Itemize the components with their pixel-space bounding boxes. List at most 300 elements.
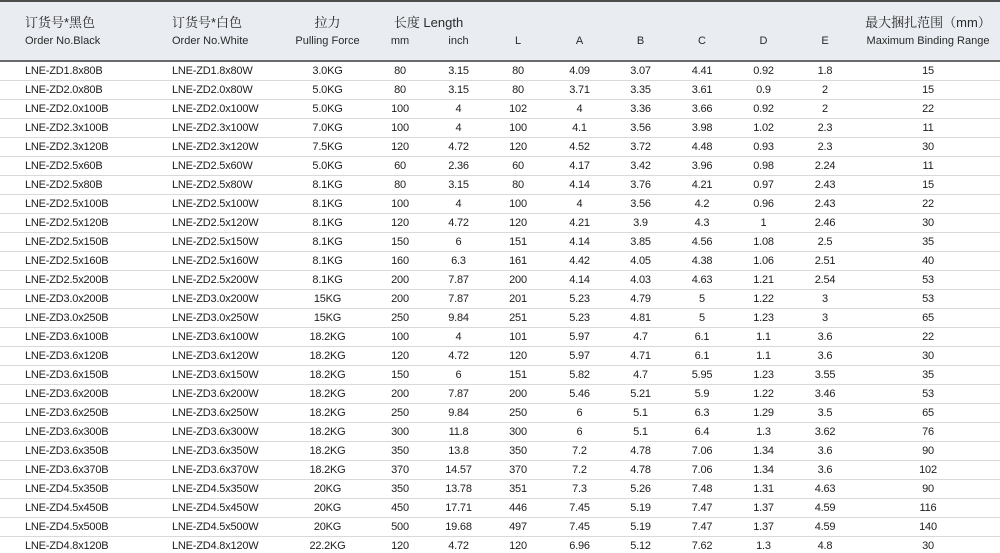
table-cell: LNE-ZD3.6x370W xyxy=(150,461,285,480)
table-row xyxy=(0,423,1000,442)
table-cell: 5.97 xyxy=(549,347,610,366)
table-cell: 80 xyxy=(487,81,549,100)
table-cell: 8.1KG xyxy=(285,252,370,271)
table-cell: 4.78 xyxy=(610,461,671,480)
table-cell: 3.5 xyxy=(794,404,856,423)
table-cell: 4 xyxy=(430,100,487,119)
table-cell: 13.78 xyxy=(430,480,487,499)
table-cell: 7.2 xyxy=(549,461,610,480)
table-cell: 40 xyxy=(856,252,1000,271)
table-cell: 20KG xyxy=(285,480,370,499)
table-cell: 150 xyxy=(370,233,430,252)
table-cell: 2.3 xyxy=(794,119,856,138)
table-cell: 3.6 xyxy=(794,347,856,366)
table-cell: 30 xyxy=(856,138,1000,157)
table-cell: 30 xyxy=(856,347,1000,366)
table-cell: LNE-ZD3.6x350B xyxy=(0,442,150,461)
table-cell: 4.42 xyxy=(549,252,610,271)
table-cell: 4.21 xyxy=(671,176,733,195)
table-cell: 120 xyxy=(487,347,549,366)
table-cell: LNE-ZD2.5x150W xyxy=(150,233,285,252)
table-cell: 160 xyxy=(370,252,430,271)
table-cell: 4.8 xyxy=(794,537,856,553)
table-cell: LNE-ZD3.6x250W xyxy=(150,404,285,423)
table-cell: LNE-ZD2.5x80B xyxy=(0,176,150,195)
table-cell: 250 xyxy=(370,309,430,328)
table-cell: 7.3 xyxy=(549,480,610,499)
table-cell: 6.3 xyxy=(671,404,733,423)
header-binding-range-en: Maximum Binding Range xyxy=(856,32,1000,61)
table-cell: 13.8 xyxy=(430,442,487,461)
table-cell: 18.2KG xyxy=(285,423,370,442)
table-cell: 120 xyxy=(370,537,430,553)
table-cell: 4.41 xyxy=(671,61,733,81)
table-cell: 8.1KG xyxy=(285,214,370,233)
table-cell: LNE-ZD1.8x80B xyxy=(0,61,150,81)
table-cell: 7.87 xyxy=(430,385,487,404)
table-cell: 1.37 xyxy=(733,518,794,537)
table-cell: 18.2KG xyxy=(285,442,370,461)
table-cell: 30 xyxy=(856,214,1000,233)
table-cell: LNE-ZD3.6x200W xyxy=(150,385,285,404)
table-cell: 5.97 xyxy=(549,328,610,347)
table-cell: 3.36 xyxy=(610,100,671,119)
table-cell: LNE-ZD2.5x200B xyxy=(0,271,150,290)
header-order-white-zh: 订货号*白色 xyxy=(150,1,285,32)
table-cell: 1.02 xyxy=(733,119,794,138)
table-cell: LNE-ZD2.5x120B xyxy=(0,214,150,233)
header-dim-A: A xyxy=(549,32,610,61)
table-cell: 200 xyxy=(370,271,430,290)
table-cell: 4.21 xyxy=(549,214,610,233)
table-cell: 4.14 xyxy=(549,233,610,252)
table-cell: LNE-ZD3.6x370B xyxy=(0,461,150,480)
table-cell: 1.37 xyxy=(733,499,794,518)
table-cell: 500 xyxy=(370,518,430,537)
table-cell: 80 xyxy=(370,81,430,100)
table-cell: 6 xyxy=(549,404,610,423)
table-cell: 5.12 xyxy=(610,537,671,553)
table-cell: 6.96 xyxy=(549,537,610,553)
table-cell: 120 xyxy=(370,347,430,366)
header-spacer xyxy=(549,1,610,32)
table-cell: LNE-ZD3.0x200B xyxy=(0,290,150,309)
table-cell: LNE-ZD4.5x500W xyxy=(150,518,285,537)
header-length-group: 长度 Length xyxy=(370,1,487,32)
table-row xyxy=(0,518,1000,537)
table-cell: 5 xyxy=(671,290,733,309)
table-cell: 22 xyxy=(856,328,1000,347)
table-cell: LNE-ZD3.6x350W xyxy=(150,442,285,461)
table-cell: 1 xyxy=(733,214,794,233)
table-cell: 7.0KG xyxy=(285,119,370,138)
table-cell: 5.82 xyxy=(549,366,610,385)
header-binding-range-zh: 最大捆扎范围（mm） xyxy=(856,1,1000,32)
table-cell: 120 xyxy=(487,214,549,233)
table-cell: 7.45 xyxy=(549,518,610,537)
table-cell: 370 xyxy=(487,461,549,480)
table-cell: 1.34 xyxy=(733,442,794,461)
table-cell: 90 xyxy=(856,442,1000,461)
table-cell: 3.42 xyxy=(610,157,671,176)
table-row xyxy=(0,252,1000,271)
table-cell: 250 xyxy=(487,404,549,423)
table-cell: 350 xyxy=(370,442,430,461)
table-cell: 11 xyxy=(856,119,1000,138)
table-cell: 1.06 xyxy=(733,252,794,271)
table-row xyxy=(0,499,1000,518)
table-cell: 0.97 xyxy=(733,176,794,195)
table-row xyxy=(0,176,1000,195)
table-cell: 3.07 xyxy=(610,61,671,81)
table-cell: 200 xyxy=(370,385,430,404)
table-cell: 201 xyxy=(487,290,549,309)
header-order-white-en: Order No.White xyxy=(150,32,285,61)
table-cell: 0.98 xyxy=(733,157,794,176)
table-cell: LNE-ZD2.5x100W xyxy=(150,195,285,214)
table-cell: 4 xyxy=(549,195,610,214)
table-cell: LNE-ZD3.0x250W xyxy=(150,309,285,328)
table-cell: 7.5KG xyxy=(285,138,370,157)
table-cell: 251 xyxy=(487,309,549,328)
table-cell: 5.26 xyxy=(610,480,671,499)
table-cell: 4.71 xyxy=(610,347,671,366)
table-cell: 35 xyxy=(856,233,1000,252)
table-cell: 3.6 xyxy=(794,461,856,480)
table-cell: LNE-ZD2.0x80W xyxy=(150,81,285,100)
table-cell: 120 xyxy=(370,138,430,157)
table-cell: LNE-ZD3.6x300B xyxy=(0,423,150,442)
table-cell: 1.22 xyxy=(733,385,794,404)
table-cell: 100 xyxy=(487,195,549,214)
table-cell: 7.87 xyxy=(430,290,487,309)
table-cell: 4.2 xyxy=(671,195,733,214)
header-length-mm: mm xyxy=(370,32,430,61)
table-cell: LNE-ZD4.8x120B xyxy=(0,537,150,553)
table-cell: LNE-ZD2.5x160W xyxy=(150,252,285,271)
header-spacer xyxy=(487,1,549,32)
table-cell: 5.0KG xyxy=(285,100,370,119)
table-cell: 1.23 xyxy=(733,309,794,328)
table-cell: 19.68 xyxy=(430,518,487,537)
table-cell: 5.19 xyxy=(610,518,671,537)
table-cell: 100 xyxy=(370,100,430,119)
table-cell: 2.24 xyxy=(794,157,856,176)
table-cell: 200 xyxy=(487,385,549,404)
table-cell: 80 xyxy=(370,61,430,81)
header-dim-C: C xyxy=(671,32,733,61)
table-cell: 65 xyxy=(856,404,1000,423)
table-cell: 102 xyxy=(856,461,1000,480)
table-cell: 4.7 xyxy=(610,328,671,347)
table-cell: 6 xyxy=(430,366,487,385)
table-cell: 5.95 xyxy=(671,366,733,385)
table-cell: 4.48 xyxy=(671,138,733,157)
table-cell: 4.14 xyxy=(549,176,610,195)
table-cell: LNE-ZD2.5x80W xyxy=(150,176,285,195)
table-row xyxy=(0,61,1000,81)
table-row xyxy=(0,537,1000,553)
table-cell: LNE-ZD2.5x200W xyxy=(150,271,285,290)
table-cell: 8.1KG xyxy=(285,195,370,214)
table-cell: 7.2 xyxy=(549,442,610,461)
table-cell: LNE-ZD2.5x60W xyxy=(150,157,285,176)
table-row xyxy=(0,366,1000,385)
table-cell: 7.47 xyxy=(671,518,733,537)
table-cell: 116 xyxy=(856,499,1000,518)
table-cell: 6.3 xyxy=(430,252,487,271)
table-cell: 3.15 xyxy=(430,81,487,100)
header-dim-L: L xyxy=(487,32,549,61)
table-row xyxy=(0,271,1000,290)
table-cell: 161 xyxy=(487,252,549,271)
table-cell: 5 xyxy=(671,309,733,328)
table-cell: LNE-ZD3.0x250B xyxy=(0,309,150,328)
table-cell: 3.98 xyxy=(671,119,733,138)
table-cell: 5.1 xyxy=(610,423,671,442)
table-cell: 20KG xyxy=(285,518,370,537)
table-cell: LNE-ZD2.5x120W xyxy=(150,214,285,233)
table-row xyxy=(0,404,1000,423)
table-cell: 200 xyxy=(487,271,549,290)
table-cell: 2.36 xyxy=(430,157,487,176)
table-cell: 20KG xyxy=(285,499,370,518)
table-cell: 11.8 xyxy=(430,423,487,442)
table-cell: LNE-ZD3.6x120B xyxy=(0,347,150,366)
table-cell: 4.78 xyxy=(610,442,671,461)
table-cell: 497 xyxy=(487,518,549,537)
table-row xyxy=(0,233,1000,252)
table-cell: 8.1KG xyxy=(285,233,370,252)
table-cell: 6 xyxy=(430,233,487,252)
table-cell: 18.2KG xyxy=(285,461,370,480)
table-cell: 3.71 xyxy=(549,81,610,100)
table-cell: 102 xyxy=(487,100,549,119)
table-cell: 14.57 xyxy=(430,461,487,480)
table-cell: 3.56 xyxy=(610,195,671,214)
table-row xyxy=(0,214,1000,233)
table-row xyxy=(0,309,1000,328)
table-cell: 7.45 xyxy=(549,499,610,518)
table-cell: 6.1 xyxy=(671,328,733,347)
table-cell: 6.4 xyxy=(671,423,733,442)
table-cell: 4.59 xyxy=(794,499,856,518)
table-cell: 30 xyxy=(856,537,1000,553)
table-cell: 3.15 xyxy=(430,176,487,195)
table-cell: LNE-ZD3.6x150W xyxy=(150,366,285,385)
table-cell: 15 xyxy=(856,81,1000,100)
header-spacer xyxy=(610,1,671,32)
table-cell: 6 xyxy=(549,423,610,442)
table-cell: LNE-ZD2.3x100W xyxy=(150,119,285,138)
table-cell: 5.19 xyxy=(610,499,671,518)
table-cell: 6.1 xyxy=(671,347,733,366)
table-cell: 60 xyxy=(370,157,430,176)
table-cell: LNE-ZD2.5x150B xyxy=(0,233,150,252)
table-cell: 4.63 xyxy=(671,271,733,290)
table-cell: 60 xyxy=(487,157,549,176)
header-dim-D: D xyxy=(733,32,794,61)
table-cell: 4.7 xyxy=(610,366,671,385)
table-cell: LNE-ZD2.3x100B xyxy=(0,119,150,138)
table-cell: 9.84 xyxy=(430,309,487,328)
table-cell: 1.3 xyxy=(733,423,794,442)
table-cell: 101 xyxy=(487,328,549,347)
table-cell: LNE-ZD3.6x100W xyxy=(150,328,285,347)
table-cell: 80 xyxy=(487,61,549,81)
table-cell: 3.6 xyxy=(794,328,856,347)
table-cell: 0.93 xyxy=(733,138,794,157)
table-row xyxy=(0,138,1000,157)
table-row xyxy=(0,328,1000,347)
table-cell: 1.34 xyxy=(733,461,794,480)
header-spacer xyxy=(733,1,794,32)
table-cell: 7.06 xyxy=(671,442,733,461)
table-cell: 140 xyxy=(856,518,1000,537)
header-dim-B: B xyxy=(610,32,671,61)
table-cell: 120 xyxy=(487,537,549,553)
table-cell: 350 xyxy=(370,480,430,499)
table-cell: 3.76 xyxy=(610,176,671,195)
table-cell: 90 xyxy=(856,480,1000,499)
table-cell: 4.38 xyxy=(671,252,733,271)
table-cell: 3.85 xyxy=(610,233,671,252)
table-cell: 3.72 xyxy=(610,138,671,157)
table-cell: 18.2KG xyxy=(285,404,370,423)
table-cell: 22 xyxy=(856,100,1000,119)
table-cell: 8.1KG xyxy=(285,176,370,195)
table-cell: 120 xyxy=(370,214,430,233)
table-row xyxy=(0,480,1000,499)
table-cell: LNE-ZD2.0x80B xyxy=(0,81,150,100)
table-cell: 35 xyxy=(856,366,1000,385)
table-cell: 4.72 xyxy=(430,214,487,233)
table-cell: LNE-ZD4.5x450B xyxy=(0,499,150,518)
table-cell: LNE-ZD3.6x300W xyxy=(150,423,285,442)
table-cell: 250 xyxy=(370,404,430,423)
table-cell: 450 xyxy=(370,499,430,518)
table-cell: LNE-ZD4.5x350B xyxy=(0,480,150,499)
table-cell: 4.09 xyxy=(549,61,610,81)
table-cell: 5.23 xyxy=(549,290,610,309)
table-cell: 151 xyxy=(487,233,549,252)
table-cell: 2.43 xyxy=(794,176,856,195)
table-cell: 22.2KG xyxy=(285,537,370,553)
table-cell: 1.1 xyxy=(733,347,794,366)
table-cell: 18.2KG xyxy=(285,385,370,404)
table-cell: LNE-ZD1.8x80W xyxy=(150,61,285,81)
table-cell: 11 xyxy=(856,157,1000,176)
table-cell: 2 xyxy=(794,81,856,100)
table-cell: 2.43 xyxy=(794,195,856,214)
table-cell: 446 xyxy=(487,499,549,518)
header-order-black-en: Order No.Black xyxy=(0,32,150,61)
table-cell: 18.2KG xyxy=(285,328,370,347)
table-cell: 200 xyxy=(370,290,430,309)
table-row xyxy=(0,100,1000,119)
header-pulling-force-en: Pulling Force xyxy=(285,32,370,61)
header-pulling-force-zh: 拉力 xyxy=(285,1,370,32)
table-cell: 2.46 xyxy=(794,214,856,233)
table-cell: 100 xyxy=(370,119,430,138)
table-cell: 9.84 xyxy=(430,404,487,423)
table-cell: 5.23 xyxy=(549,309,610,328)
table-cell: 1.29 xyxy=(733,404,794,423)
table-cell: 0.92 xyxy=(733,100,794,119)
table-cell: LNE-ZD3.6x150B xyxy=(0,366,150,385)
table-cell: 3.56 xyxy=(610,119,671,138)
table-cell: 4 xyxy=(430,328,487,347)
table-cell: 53 xyxy=(856,271,1000,290)
table-cell: 3.96 xyxy=(671,157,733,176)
table-cell: 3.15 xyxy=(430,61,487,81)
table-cell: 2.5 xyxy=(794,233,856,252)
table-cell: 4.52 xyxy=(549,138,610,157)
table-cell: 22 xyxy=(856,195,1000,214)
table-cell: 351 xyxy=(487,480,549,499)
table-cell: 4.79 xyxy=(610,290,671,309)
table-cell: 1.1 xyxy=(733,328,794,347)
table-row xyxy=(0,347,1000,366)
table-cell: 3.35 xyxy=(610,81,671,100)
table-cell: LNE-ZD3.6x100B xyxy=(0,328,150,347)
table-cell: 1.23 xyxy=(733,366,794,385)
table-cell: 4.17 xyxy=(549,157,610,176)
table-cell: 7.62 xyxy=(671,537,733,553)
table-row xyxy=(0,119,1000,138)
table-cell: 2.51 xyxy=(794,252,856,271)
table-cell: 3 xyxy=(794,309,856,328)
table-cell: LNE-ZD2.0x100B xyxy=(0,100,150,119)
table-cell: 4 xyxy=(430,119,487,138)
table-cell: 53 xyxy=(856,385,1000,404)
table-cell: 1.3 xyxy=(733,537,794,553)
table-cell: 3.66 xyxy=(671,100,733,119)
table-row xyxy=(0,385,1000,404)
header-dim-E: E xyxy=(794,32,856,61)
table-cell: LNE-ZD2.5x60B xyxy=(0,157,150,176)
table-cell: 150 xyxy=(370,366,430,385)
table-cell: LNE-ZD3.6x200B xyxy=(0,385,150,404)
table-cell: 8.1KG xyxy=(285,271,370,290)
table-cell: LNE-ZD4.8x120W xyxy=(150,537,285,553)
table-cell: 4.81 xyxy=(610,309,671,328)
table-cell: 1.8 xyxy=(794,61,856,81)
table-cell: 4.3 xyxy=(671,214,733,233)
table-cell: 18.2KG xyxy=(285,347,370,366)
table-cell: 300 xyxy=(487,423,549,442)
table-cell: LNE-ZD2.3x120B xyxy=(0,138,150,157)
table-cell: 15 xyxy=(856,61,1000,81)
table-cell: 2 xyxy=(794,100,856,119)
table-cell: 4.1 xyxy=(549,119,610,138)
table-row xyxy=(0,81,1000,100)
table-cell: 100 xyxy=(370,328,430,347)
table-cell: LNE-ZD3.0x200W xyxy=(150,290,285,309)
table-cell: 17.71 xyxy=(430,499,487,518)
table-cell: 2.54 xyxy=(794,271,856,290)
table-cell: 5.0KG xyxy=(285,157,370,176)
table-cell: 4.14 xyxy=(549,271,610,290)
table-cell: 7.06 xyxy=(671,461,733,480)
table-cell: 0.96 xyxy=(733,195,794,214)
table-row xyxy=(0,290,1000,309)
spec-table-body xyxy=(0,61,1000,553)
table-cell: 4.05 xyxy=(610,252,671,271)
table-cell: LNE-ZD3.6x120W xyxy=(150,347,285,366)
table-cell: 15KG xyxy=(285,290,370,309)
table-cell: 3 xyxy=(794,290,856,309)
